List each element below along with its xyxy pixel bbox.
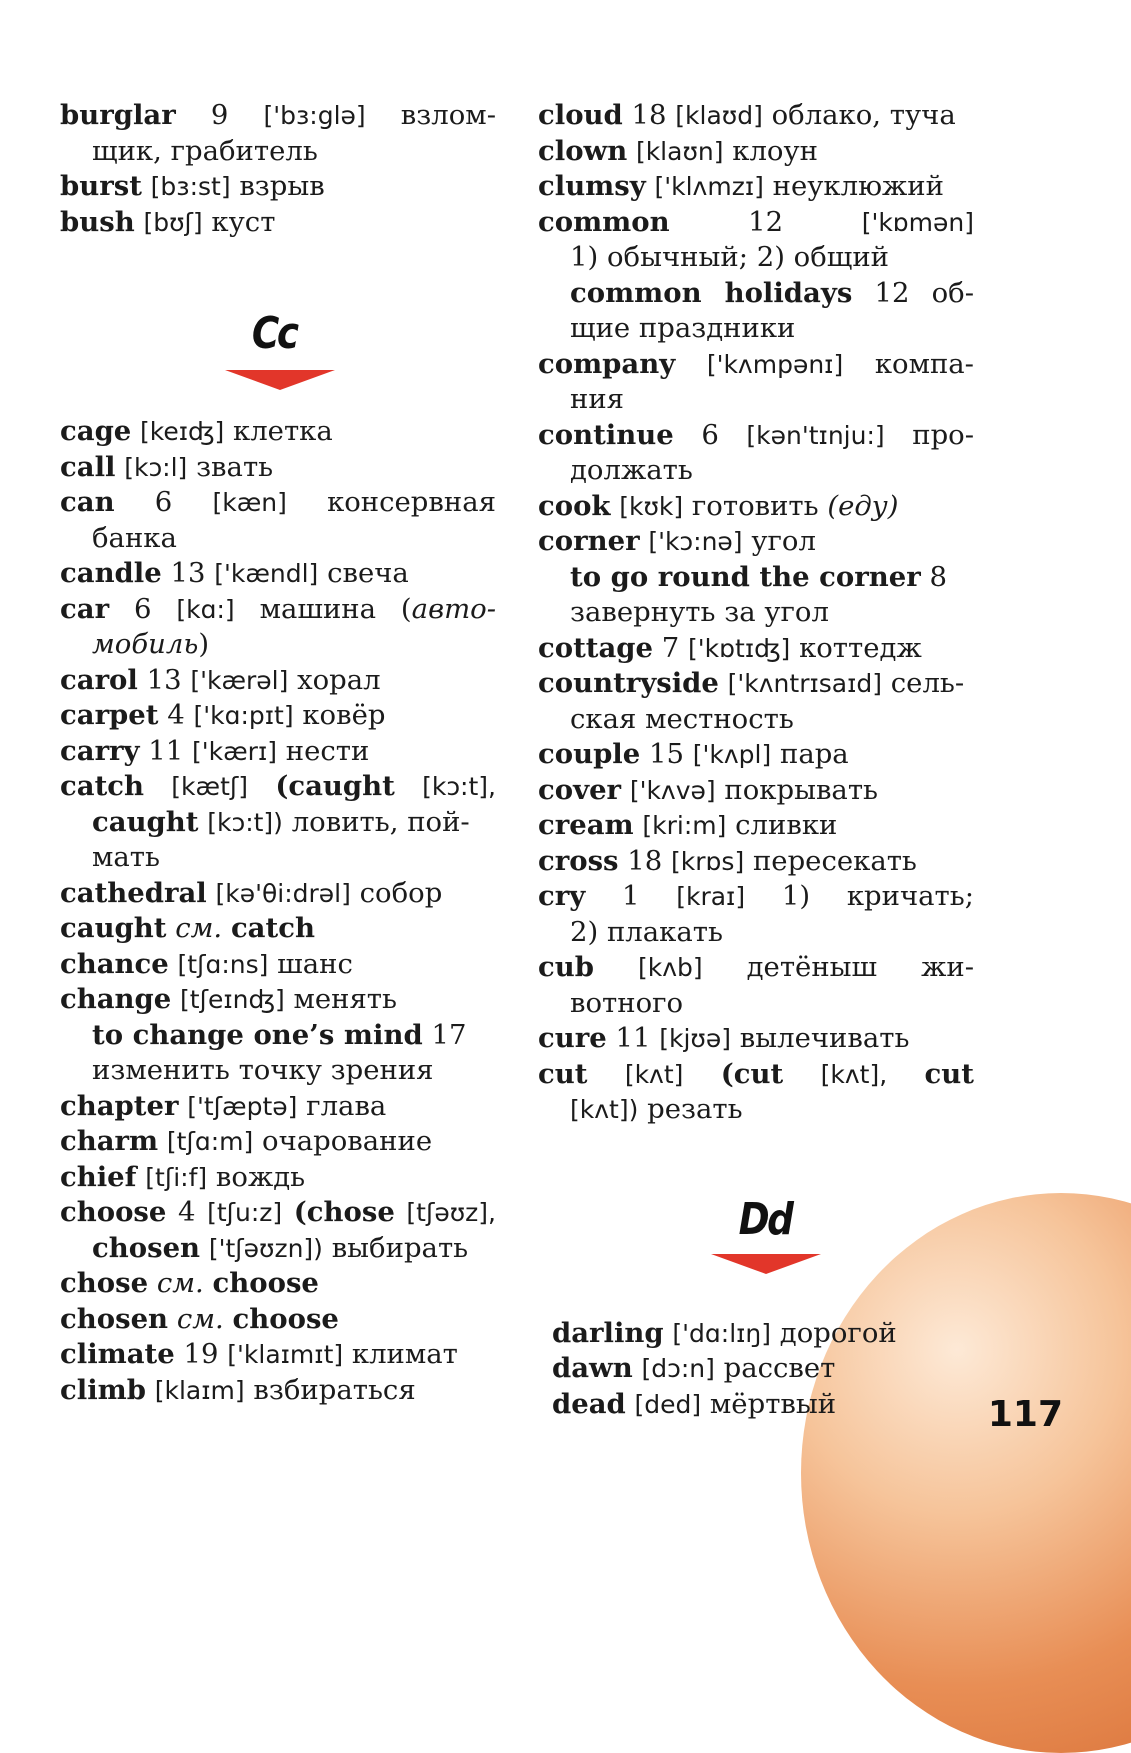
entry-caught <box>60 911 496 947</box>
transcription: ['kændl] <box>214 559 319 588</box>
lesson-number: 9 <box>210 99 229 131</box>
headword: cloud <box>538 99 623 131</box>
definition: консервная <box>327 486 496 518</box>
definition: звать <box>196 450 274 483</box>
headword: dawn <box>552 1352 633 1384</box>
transcription: [kʌt], <box>820 1059 888 1089</box>
transcription: ['kʌntrɪsaɪd] <box>727 669 883 698</box>
transcription: ['tʃəʊzn]) <box>208 1233 323 1263</box>
definition: взрыв <box>239 170 325 202</box>
transcription: [klaɪm] <box>154 1375 245 1405</box>
entry-choose <box>60 1195 496 1266</box>
headword: cross <box>538 844 619 877</box>
definition: 2) плакать <box>570 915 723 948</box>
lesson-number: 17 <box>431 1018 467 1051</box>
entry-candle <box>60 556 496 592</box>
transcription: [tʃeɪnʤ] <box>180 985 285 1014</box>
lesson-number: 4 <box>177 1196 196 1228</box>
transcription: ['kɔ:nə] <box>648 527 743 556</box>
headword: chapter <box>60 1089 179 1122</box>
phrase: common holidays <box>570 276 853 309</box>
entry-burst <box>60 169 496 205</box>
transcription: ['kɒtɪʤ] <box>688 633 791 663</box>
entry-chose <box>60 1266 496 1302</box>
headword: cry <box>538 880 586 912</box>
see-reference: см. <box>175 912 223 944</box>
definition: детёныш жи- <box>746 951 975 983</box>
entry-cook <box>538 489 974 525</box>
entry-cream <box>538 808 974 844</box>
entry-catch <box>60 769 496 876</box>
entry-carry <box>60 734 496 770</box>
section-arrow-c <box>225 370 335 390</box>
transcription: ['kɒmən] <box>861 207 974 237</box>
definition: вотного <box>570 986 684 1019</box>
definition: ния <box>570 383 625 415</box>
definition: компа- <box>874 347 974 380</box>
definition: 1) кричать; <box>781 880 974 912</box>
headword: cream <box>538 809 634 841</box>
transcription: ['klʌmzɪ] <box>654 172 764 201</box>
form-headword: chosen <box>92 1231 201 1264</box>
definition: хорал <box>297 663 381 696</box>
definition: клетка <box>233 415 333 447</box>
reference-word: choose <box>212 1267 319 1299</box>
lesson-number: 4 <box>167 699 185 731</box>
lesson-number: 11 <box>148 734 184 767</box>
definition: пересекать <box>752 844 917 877</box>
headword: climate <box>60 1338 175 1370</box>
headword: bush <box>60 205 135 238</box>
definition: нести <box>285 734 370 767</box>
definition: готовить <box>691 489 819 522</box>
entry-continue <box>538 418 974 489</box>
definition: выбирать <box>331 1231 469 1264</box>
headword: cottage <box>538 631 654 664</box>
definition: взбираться <box>253 1373 416 1406</box>
definition: менять <box>293 983 397 1015</box>
lesson-number: 13 <box>146 663 182 696</box>
headword: car <box>60 592 110 625</box>
lesson-number: 15 <box>649 738 685 770</box>
entry-dead <box>538 1387 974 1423</box>
entry-corner <box>538 524 974 631</box>
entry-cage <box>60 414 496 450</box>
entry-cloud <box>538 98 974 134</box>
headword: can <box>60 486 115 518</box>
transcription: [ded] <box>634 1389 702 1419</box>
lesson-number: 18 <box>631 99 667 131</box>
form-headword: (cut <box>720 1057 784 1090</box>
headword: burglar <box>60 99 176 131</box>
entry-cottage <box>538 631 974 667</box>
transcription: [kən'tɪnju:] <box>746 420 885 450</box>
transcription: [kraɪ] <box>676 882 746 911</box>
section-arrow-d <box>711 1254 821 1274</box>
definition: банка <box>92 521 177 554</box>
reference-word: choose <box>232 1302 339 1335</box>
entry-climb <box>60 1373 496 1409</box>
form-headword: (chose <box>293 1196 395 1228</box>
definition: куст <box>211 205 276 238</box>
transcription: [kʊk] <box>619 491 684 521</box>
definition: ) <box>198 628 210 660</box>
headword: common <box>538 205 670 238</box>
transcription: [tʃɑ:ns] <box>177 949 269 979</box>
definition: рассвет <box>723 1352 836 1384</box>
definition: сливки <box>735 809 838 841</box>
definition: облако, туча <box>771 99 956 131</box>
definition-italic: авто- <box>411 592 496 625</box>
headword: cage <box>60 415 132 447</box>
transcription: ['kʌpl] <box>692 740 772 769</box>
page-number: 117 <box>987 1394 1063 1435</box>
entry-common <box>538 205 974 347</box>
transcription: ['tʃæptə] <box>187 1091 298 1121</box>
definition: дорогой <box>779 1316 897 1349</box>
lesson-number: 1 <box>621 880 640 912</box>
definition: коттедж <box>799 631 922 664</box>
headword: caught <box>60 912 167 944</box>
lesson-number: 6 <box>133 592 152 625</box>
definition-italic: мобиль <box>92 628 199 660</box>
transcription: [krɒs] <box>671 846 745 876</box>
definition: мать <box>92 841 160 873</box>
transcription: [tʃɑ:m] <box>166 1127 254 1156</box>
entry-charm <box>60 1124 496 1160</box>
transcription: [kætʃ] <box>171 772 249 801</box>
headword: cathedral <box>60 876 207 909</box>
phrase: to go round the corner <box>570 560 921 593</box>
form-headword: (caught <box>275 770 395 802</box>
definition: взлом- <box>400 99 496 131</box>
transcription: [kʌt]) <box>570 1095 639 1124</box>
entry-call <box>60 450 496 486</box>
lesson-number: 12 <box>748 205 784 238</box>
headword: chose <box>60 1267 149 1299</box>
entry-bush <box>60 205 496 241</box>
lesson-number: 6 <box>701 418 719 451</box>
entry-couple <box>538 737 974 773</box>
definition: машина ( <box>259 592 412 625</box>
headword: choose <box>60 1196 167 1228</box>
transcription: [kæn] <box>212 488 287 517</box>
right-column <box>538 98 974 1422</box>
entry-cross <box>538 844 974 880</box>
entry-carol <box>60 663 496 699</box>
headword: charm <box>60 1125 159 1157</box>
transcription: [kʌb] <box>637 953 703 982</box>
headword: cook <box>538 489 611 522</box>
definition: пара <box>779 738 849 770</box>
see-reference: см. <box>176 1302 224 1335</box>
transcription: [kʌt] <box>624 1059 684 1089</box>
entry-clumsy <box>538 169 974 205</box>
definition: сель- <box>890 667 965 699</box>
transcription: [dɔ:n] <box>641 1354 715 1383</box>
definition: ская местность <box>570 702 794 735</box>
entry-dawn <box>538 1351 974 1387</box>
headword: chosen <box>60 1302 169 1335</box>
entry-chosen <box>60 1302 496 1338</box>
headword: chief <box>60 1160 137 1193</box>
transcription: ['bɜ:glə] <box>263 101 366 130</box>
definition: угол <box>751 525 816 557</box>
definition: ковёр <box>302 699 386 731</box>
entry-cry <box>538 879 974 950</box>
entry-darling <box>538 1316 974 1352</box>
headword: countryside <box>538 667 719 699</box>
entry-car <box>60 592 496 663</box>
section-header-c <box>60 274 496 414</box>
transcription: ['kʌvə] <box>629 775 716 805</box>
definition: вождь <box>215 1160 306 1193</box>
headword: candle <box>60 557 162 589</box>
lesson-number: 12 <box>874 276 910 309</box>
headword: clumsy <box>538 170 646 202</box>
definition: резать <box>647 1093 743 1125</box>
definition: про- <box>912 418 975 451</box>
transcription: ['kærəl] <box>190 665 289 695</box>
headword: cub <box>538 951 594 983</box>
transcription: [kri:m] <box>642 811 727 840</box>
phrase: to change one’s mind <box>92 1018 423 1051</box>
entry-company <box>538 347 974 418</box>
definition: покрывать <box>724 773 879 806</box>
transcription: [kjʊə] <box>659 1024 731 1053</box>
transcription: ['kærɪ] <box>192 736 278 766</box>
lesson-number: 6 <box>154 486 173 518</box>
definition: собор <box>359 876 443 909</box>
entry-clown <box>538 134 974 170</box>
headword: couple <box>538 738 641 770</box>
definition: об- <box>931 276 975 309</box>
reference-word: catch <box>230 912 315 944</box>
headword: darling <box>552 1316 664 1349</box>
transcription: ['klaɪmɪt] <box>227 1340 344 1369</box>
definition: щик, грабитель <box>92 134 318 167</box>
transcription: [tʃu:z] <box>207 1198 283 1227</box>
transcription: [klaʊn] <box>635 136 724 166</box>
definition: завернуть за угол <box>570 596 829 628</box>
transcription: [tʃi:f] <box>145 1162 208 1192</box>
definition: неуклюжий <box>772 170 944 202</box>
transcription: [kɔ:t], <box>422 772 496 801</box>
entry-cub <box>538 950 974 1021</box>
headword: carpet <box>60 699 159 731</box>
headword: chance <box>60 947 169 980</box>
entry-cut <box>538 1057 974 1128</box>
definition: глава <box>306 1089 387 1122</box>
section-letter-c: Cc <box>251 308 297 359</box>
transcription: [kɔ:t]) <box>207 807 283 837</box>
entry-can <box>60 485 496 556</box>
entry-cathedral <box>60 876 496 912</box>
entry-change <box>60 982 496 1089</box>
transcription: [bʊʃ] <box>143 207 203 237</box>
entry-chance <box>60 947 496 983</box>
lesson-number: 18 <box>627 844 663 877</box>
transcription: ['kʌmpənɪ] <box>706 349 844 379</box>
definition: должать <box>570 454 693 486</box>
headword: continue <box>538 418 674 451</box>
headword: climb <box>60 1373 146 1406</box>
definition: 1) обычный; 2) общий <box>570 241 890 273</box>
headword: corner <box>538 525 640 557</box>
lesson-number: 13 <box>170 557 206 589</box>
headword: company <box>538 347 676 380</box>
transcription: [kə'θi:drəl] <box>215 878 351 908</box>
transcription: ['dɑ:lɪŋ] <box>672 1318 772 1348</box>
headword: cut <box>538 1057 588 1090</box>
entry-burglar <box>60 98 496 169</box>
definition: вылечивать <box>739 1022 910 1054</box>
definition: ловить, пой- <box>291 805 470 838</box>
form-headword: cut <box>924 1057 974 1090</box>
section-letter-d: Dd <box>738 1193 792 1245</box>
left-column <box>60 98 496 1408</box>
definition: щие праздники <box>570 312 796 344</box>
transcription: [bɜ:st] <box>150 172 231 201</box>
entry-cover <box>538 773 974 809</box>
transcription: [klaʊd] <box>675 101 763 130</box>
headword: clown <box>538 134 628 167</box>
transcription: [tʃəʊz], <box>406 1198 497 1227</box>
section-header-d <box>538 1162 974 1316</box>
definition: свеча <box>327 557 409 589</box>
lesson-number: 7 <box>661 631 680 664</box>
headword: change <box>60 983 172 1015</box>
entry-countryside <box>538 666 974 737</box>
headword: cover <box>538 773 622 806</box>
transcription: [kɔ:l] <box>124 452 188 482</box>
form-headword: caught <box>92 805 199 838</box>
headword: burst <box>60 170 142 202</box>
headword: cure <box>538 1022 607 1054</box>
definition: мёртвый <box>709 1387 837 1420</box>
entry-climate <box>60 1337 496 1373</box>
definition: шанс <box>277 947 353 980</box>
headword: dead <box>552 1387 626 1420</box>
entry-cure <box>538 1021 974 1057</box>
lesson-number: 11 <box>615 1022 651 1054</box>
lesson-number: 8 <box>929 560 947 593</box>
headword: carol <box>60 663 138 696</box>
definition: клоун <box>732 134 818 167</box>
definition-italic: (еду) <box>827 489 899 522</box>
headword: catch <box>60 770 145 802</box>
definition: климат <box>351 1338 458 1370</box>
headword: carry <box>60 734 140 767</box>
entry-chapter <box>60 1089 496 1125</box>
entry-carpet <box>60 698 496 734</box>
transcription: [keɪʤ] <box>140 417 225 446</box>
definition: очарование <box>262 1125 433 1157</box>
see-reference: см. <box>156 1267 204 1299</box>
transcription: ['kɑ:pɪt] <box>193 701 294 730</box>
entry-chief <box>60 1160 496 1196</box>
transcription: [kɑ:] <box>176 594 235 624</box>
definition: изменить точку зрения <box>92 1054 434 1086</box>
lesson-number: 19 <box>183 1338 219 1370</box>
headword: call <box>60 450 116 483</box>
